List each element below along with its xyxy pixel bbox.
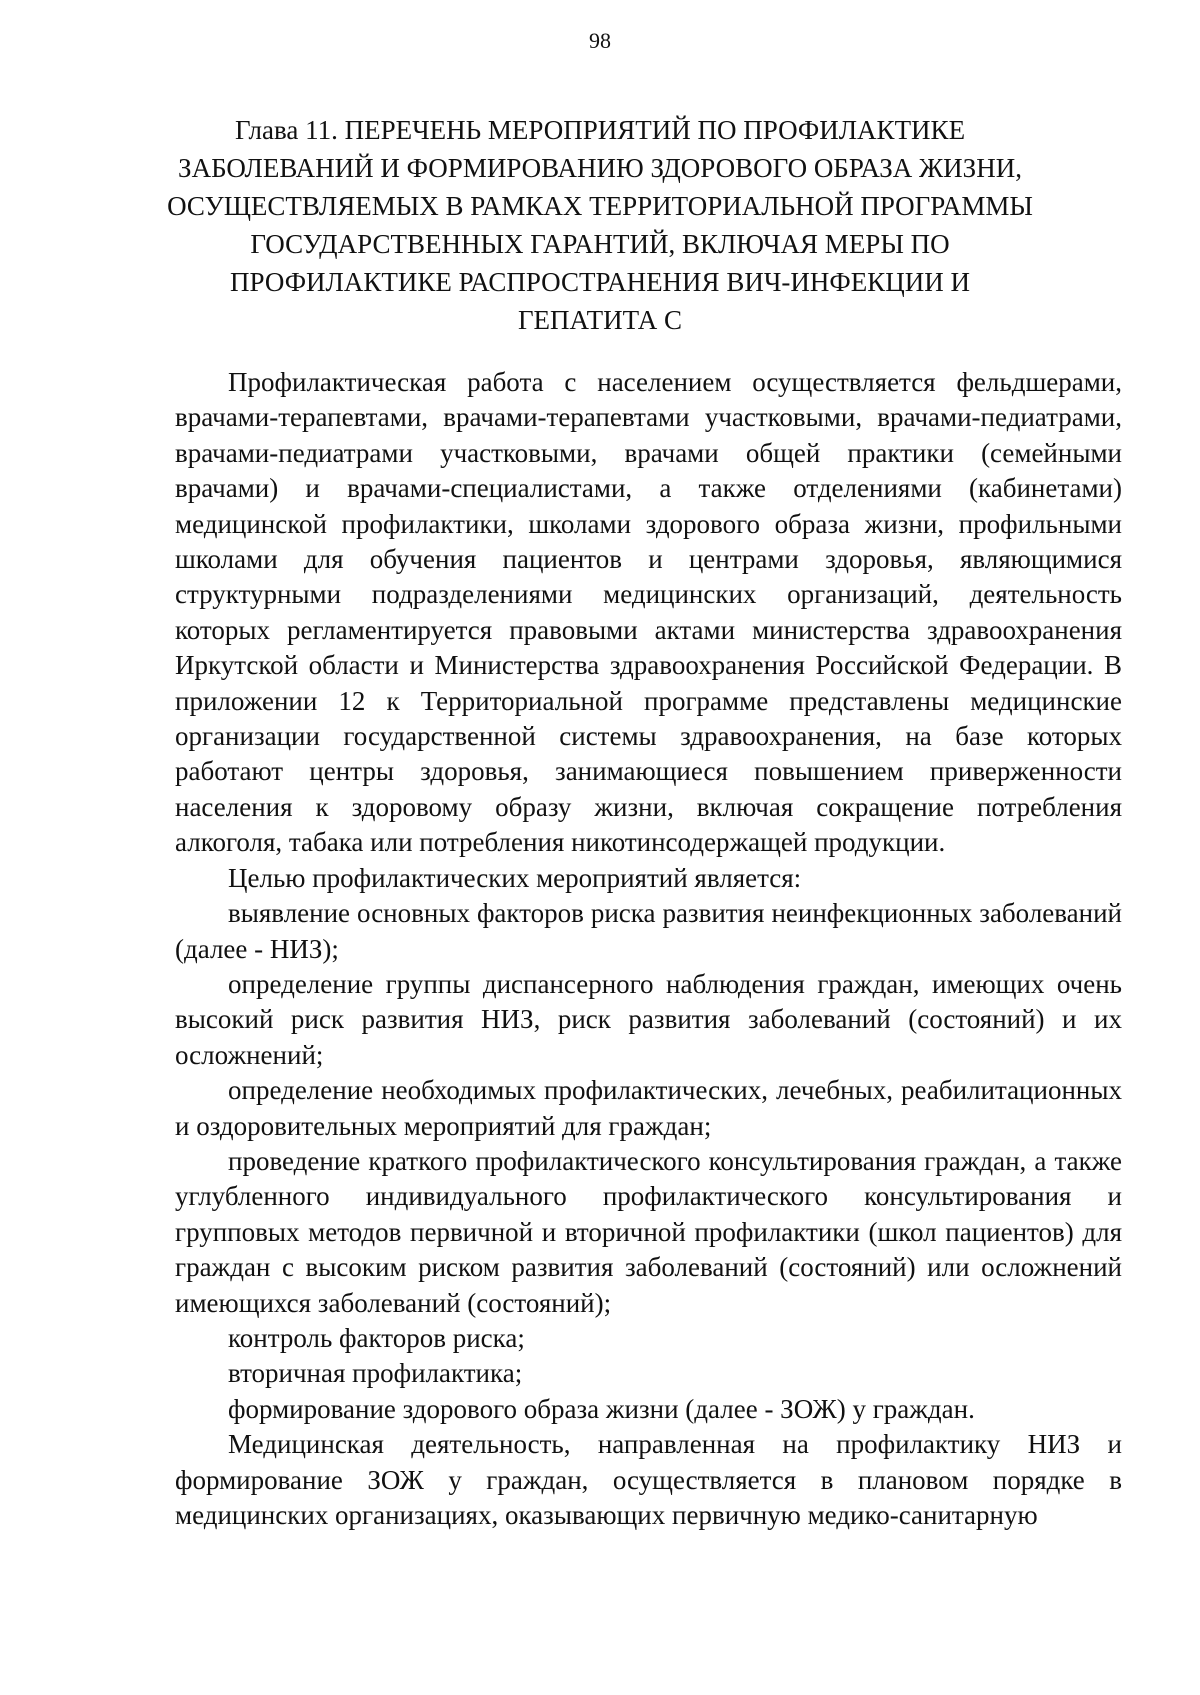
page-number: 98 — [589, 28, 611, 53]
paragraph-goal-item: определение группы диспансерного наблюдения граждан, имеющих очень высокий риск развития НИЗ, риск развития заболеваний (состояний) и их осложнений; — [175, 968, 1122, 1070]
paragraph-goal-item: определение необходимых профилактических, лечебных, реабилитационных и оздоровительных мероприятий для граждан; — [175, 1075, 1122, 1141]
chapter-title-line: ЗАБОЛЕВАНИЙ И ФОРМИРОВАНИЮ ЗДОРОВОГО ОБРАЗА ЖИЗНИ, — [178, 153, 1022, 183]
paragraph-goals-heading: Целью профилактических мероприятий является: — [228, 862, 802, 893]
paragraph-goal-item: формирование здорового образа жизни (далее - ЗОЖ) у граждан. — [228, 1393, 975, 1424]
paragraph-goal-item: проведение краткого профилактического консультирования граждан, а также углубленного индивидуального профилактического консультирования и групповых методов первичной и вторичной профилактики (школ пациентов) для граждан с высоким риском развития заболеваний (состояний) или осложнений имеющихся заболеваний (состояний); — [175, 1145, 1122, 1318]
chapter-title-line: ГЕПАТИТА С — [517, 305, 683, 335]
paragraph-goal-item: контроль факторов риска; — [228, 1322, 525, 1353]
paragraph-intro: Профилактическая работа с населением осуществляется фельдшерами, врачами-терапевтами, врачами-терапевтами участковыми, врачами-педиатрами, врачами-педиатрами участковыми, врачами общей практики (семейными врачами) и врачами-специалистами, а также отделениями (кабинетами) медицинской профилактики, школами здорового образа жизни, профильными школами для обучения пациентов и центрами здоровья, являющимися структурными подразделениями медицинских организаций, деятельность которых регламентируется правовыми актами министерства здравоохранения Иркутской области и Министерства здравоохранения Российской Федерации. В приложении 12 к Территориальной программе представлены медицинские организации государственной системы здравоохранения, на базе которых работают центры здоровья, занимающиеся повышением приверженности населения к здоровому образу жизни, включая сокращение потребления алкоголя, табака или потребления никотинсодержащей продукции. — [175, 367, 1122, 858]
chapter-title — [150, 111, 1050, 339]
paragraph-goal-item: выявление основных факторов риска развития неинфекционных заболеваний (далее - НИЗ); — [175, 898, 1122, 964]
paragraph-goal-item: вторичная профилактика; — [228, 1358, 523, 1389]
paragraph-medical-activity: Медицинская деятельность, направленная на профилактику НИЗ и формирование ЗОЖ у граждан, осуществляется в плановом порядке в медицинских организациях, оказывающих первичную медико-санитарную — [175, 1429, 1122, 1530]
body-text — [175, 365, 1122, 1533]
chapter-title-line: ПРОФИЛАКТИКЕ РАСПРОСТРАНЕНИЯ ВИЧ-ИНФЕКЦИИ И — [230, 267, 970, 297]
chapter-title-line: ГОСУДАРСТВЕННЫХ ГАРАНТИЙ, ВКЛЮЧАЯ МЕРЫ ПО — [250, 229, 950, 259]
chapter-title-line: ОСУЩЕСТВЛЯЕМЫХ В РАМКАХ ТЕРРИТОРИАЛЬНОЙ ПРОГРАММЫ — [167, 191, 1033, 221]
chapter-title-line: Глава 11. ПЕРЕЧЕНЬ МЕРОПРИЯТИЙ ПО ПРОФИЛАКТИКЕ — [234, 115, 966, 145]
